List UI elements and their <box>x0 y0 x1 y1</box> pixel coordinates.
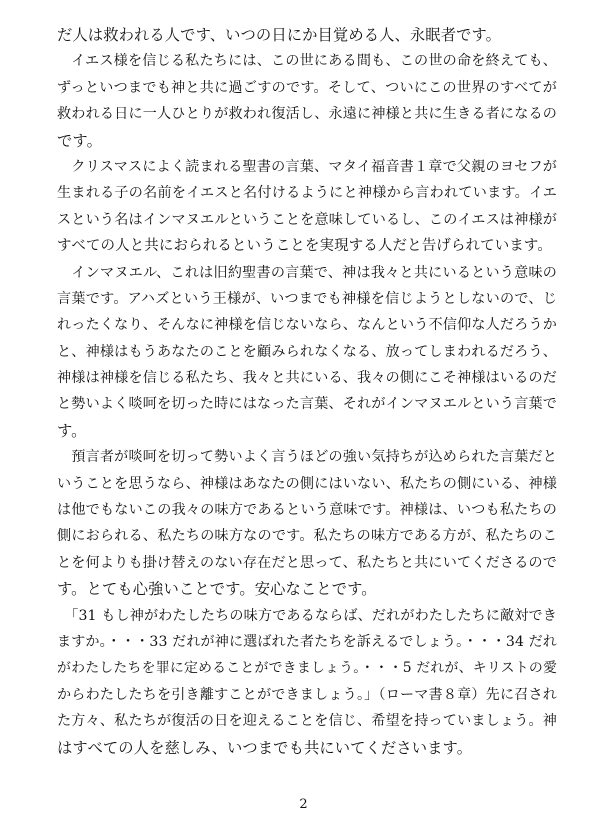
text-line: と、神様はもうあなたのことを顧みられなくなる、放ってしまわれるだろう、 <box>57 343 557 360</box>
text-line: クリスマスによく読まれる聖書の言葉、マタイ福音書１章で父親のヨセフが <box>57 158 557 175</box>
text-line: だ人は救われる人です、いつの日にか目覚める人、永眠者です。 <box>57 26 502 44</box>
text-line: スという名はインマヌエルということを意味しているし、このイエスは神様が <box>57 211 557 228</box>
text-line: インマヌエル、これは旧約聖書の言葉で、神は我々と共にいるという意味の <box>57 264 557 281</box>
text-line: た方々、私たちが復活の日を迎えることを信じ、希望を持っていましょう。神 <box>57 713 557 730</box>
text-line: からわたしたちを引き離すことができましょう。」（ローマ書８章）先に召され <box>57 686 557 703</box>
text-line: れったくなり、そんなに神様を信じないなら、なんという不信仰な人だろうか <box>57 317 557 334</box>
text-line: す。とても心強いことです。安心なことです。 <box>57 580 377 599</box>
text-line: です。 <box>57 131 102 150</box>
page-number: 2 <box>299 797 308 812</box>
text-line: と勢いよく啖呵を切った時にはなった言葉、それがインマヌエルという言葉で <box>57 396 557 413</box>
text-line: 「31 もし神がわたしたちの味方であるならば、だれがわたしたちに敵対でき <box>57 607 557 624</box>
text-line: は他でもないこの我々の味方であるという意味です。神様は、いつも私たちの <box>57 502 557 519</box>
text-line: 言葉です。アハズという王様が、いつまでも神様を信じようとしないので、じ <box>57 290 557 307</box>
text-line: すべての人と共におられるということを実現する人だと告げられています。 <box>57 238 552 255</box>
text-line: とを何よりも掛け替えのない存在だと思って、私たちと共にいてくださるので <box>57 554 557 571</box>
text-line: 側におられる、私たちの味方なのです。私たちの味方である方が、私たちのこ <box>57 528 557 545</box>
text-line: がわたしたちを罪に定めることができましょう。・・・5 だれが、キリストの愛 <box>57 660 557 677</box>
text-line: 預言者が啖呵を切って勢いよく言うほどの強い気持ちが込められた言葉だと <box>57 449 557 466</box>
text-line: す。 <box>57 421 87 440</box>
text-line: ますか。・・・33 だれが神に選ばれた者たちを訴えるでしょう。・・・34 だれ <box>57 633 557 650</box>
text-line: イエス様を信じる私たちには、この世にある間も、この世の命を終えても、 <box>57 53 557 70</box>
text-line: 生まれる子の名前をイエスと名付けるようにと神様から言われています。イエ <box>57 185 557 202</box>
text-line: いうことを思うなら、神様はあなたの側にはいない、私たちの側にいる、神様 <box>57 475 557 492</box>
text-line: 神様は神様を信じる私たち、我々と共にいる、我々の側にこそ神様はいるのだ <box>57 370 557 387</box>
body-text <box>57 22 557 761</box>
text-line: はすべての人を慈しみ、いつまでも共にいてくださいます。 <box>57 738 473 757</box>
text-line: ずっといつまでも神と共に過ごすのです。そして、ついにこの世界のすべてが <box>57 79 557 96</box>
text-line: 救われる日に一人ひとりが救われ復活し、永遠に神様と共に生きる者になるの <box>57 106 557 123</box>
